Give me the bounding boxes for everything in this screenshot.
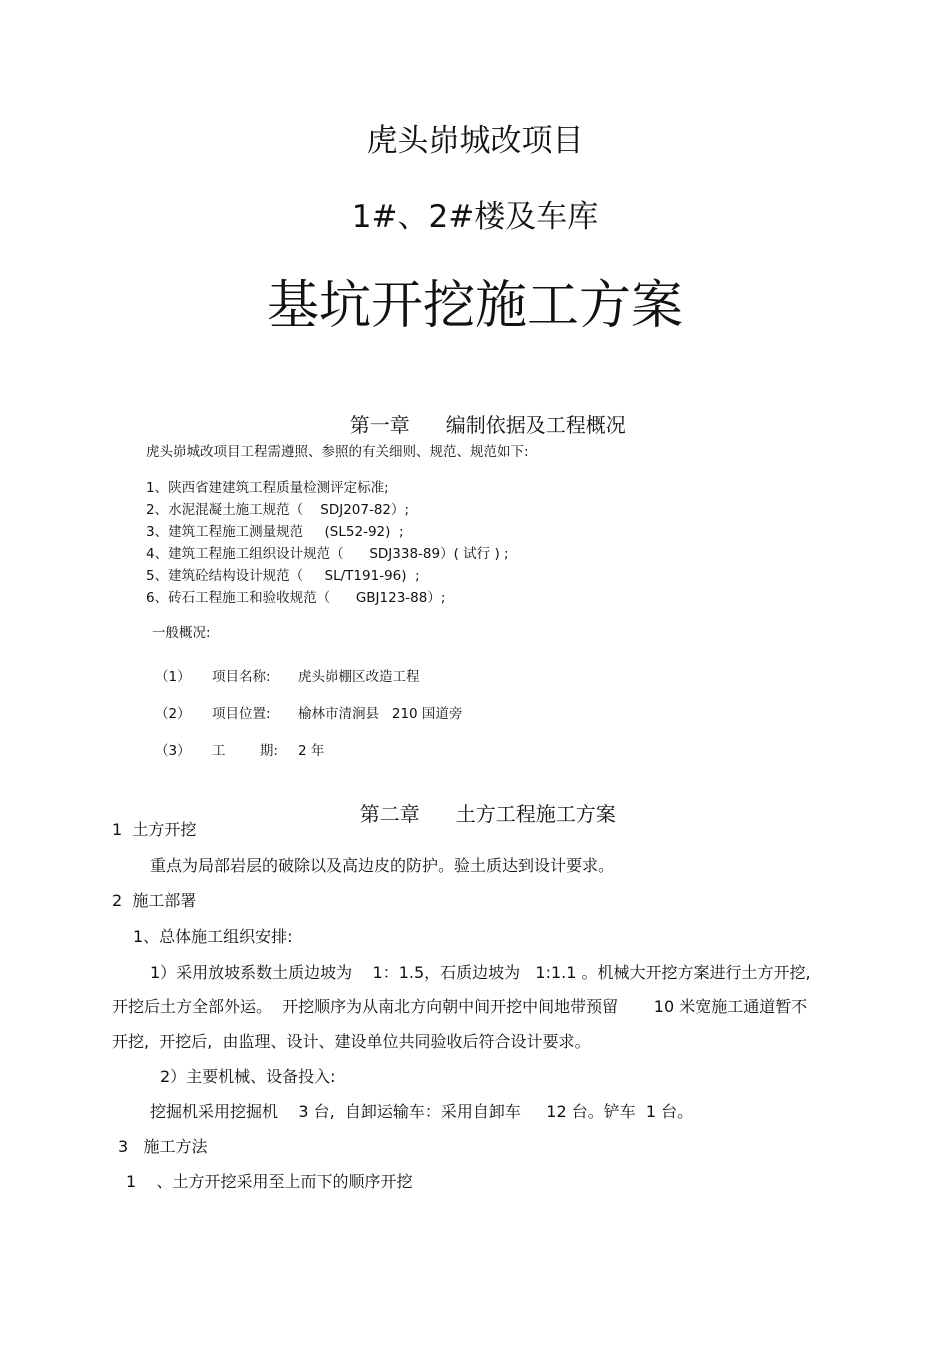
plan-title: 基坑开挖施工方案	[266, 276, 683, 336]
paragraph-line: 1）采用放坡系数土质边坡为 1：1.5，石质边坡为 1:1.1 。机械大开挖方案进行土方开挖,	[150, 963, 811, 982]
standard-item: 5、建筑砼结构设计规范（ SL/T191-96) ;	[146, 568, 420, 584]
section1-text: 重点为局部岩层的破除以及高边皮的防护。验土质达到设计要求。	[150, 856, 615, 875]
overview-key: 项目位置:	[212, 706, 271, 722]
equipment-heading: 2）主要机械、设备投入:	[160, 1067, 336, 1086]
overview-value: 虎头峁棚区改造工程	[298, 669, 420, 685]
standard-item: 3、建筑工程施工测量规范 (SL52-92) ;	[146, 524, 404, 540]
section2-heading: 2 施工部署	[112, 891, 197, 910]
standard-item: 6、砖石工程施工和验收规范（ GBJ123-88）;	[146, 590, 446, 606]
section3-heading: 3 施工方法	[118, 1137, 208, 1156]
overview-number: （2）	[155, 706, 191, 722]
overview-key: 工 期:	[212, 743, 278, 759]
overview-value: 2 年	[298, 743, 325, 759]
building-title: 1#、2#楼及车库	[351, 199, 599, 235]
paragraph-line: 开挖后土方全部外运。 开挖顺序为从南北方向朝中间开挖中间地带预留 10 米宽施工通道暂不	[112, 997, 808, 1016]
overview-value: 榆林市清涧县 210 国道旁	[298, 706, 463, 722]
chapter1-intro: 虎头峁城改项目工程需遵照、参照的有关细则、规范、规范如下:	[146, 444, 529, 460]
chapter2-name: 土方工程施工方案	[455, 802, 616, 826]
project-title: 虎头峁城改项目	[366, 123, 584, 159]
paragraph-line: 开挖, 开挖后, 由监理、设计、建设单位共同验收后符合设计要求。	[112, 1032, 591, 1051]
section1-heading: 1 土方开挖	[112, 820, 197, 839]
section2-subheading: 1、总体施工组织安排:	[133, 927, 293, 946]
section3-item: 1 、土方开挖采用至上而下的顺序开挖	[126, 1172, 413, 1191]
overview-number: （3）	[155, 743, 191, 759]
chapter2-number: 第二章	[359, 802, 420, 826]
standard-item: 2、水泥混凝土施工规范（ SDJ207-82）;	[146, 502, 410, 518]
chapter1-name: 编制依据及工程概况	[445, 413, 626, 437]
overview-label: 一般概况:	[152, 625, 211, 641]
standard-item: 1、陕西省建建筑工程质量检测评定标准;	[146, 480, 389, 496]
equipment-text: 挖掘机采用挖掘机 3 台, 自卸运输车：采用自卸车 12 台。铲车 1 台。	[150, 1102, 694, 1121]
overview-number: （1）	[155, 669, 191, 685]
chapter1-number: 第一章	[349, 413, 410, 437]
overview-key: 项目名称:	[212, 669, 271, 685]
standard-item: 4、建筑工程施工组织设计规范（ SDJ338-89）( 试行 ) ;	[146, 546, 509, 562]
